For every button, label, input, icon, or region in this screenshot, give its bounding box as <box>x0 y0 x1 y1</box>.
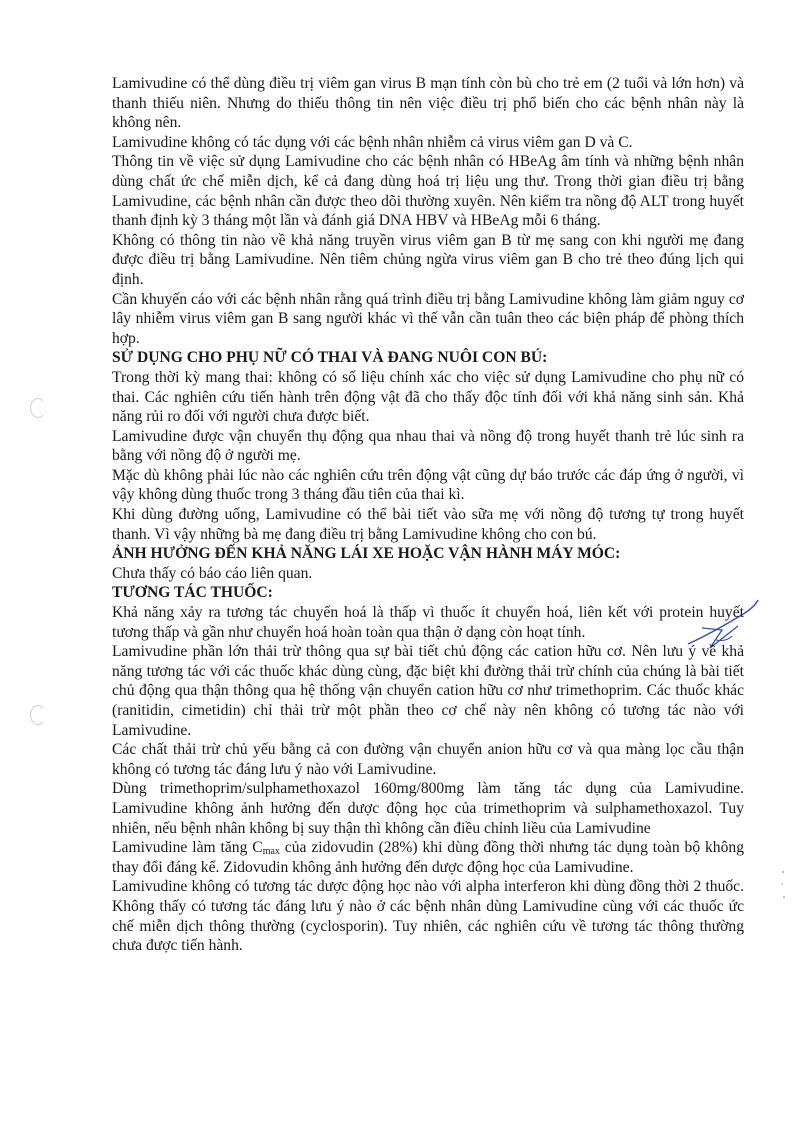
paragraph-cmax <box>112 838 744 877</box>
paragraph: Mặc dù không phải lúc nào các nghiên cứu trên động vật cũng dự báo trước các đáp ứng ở người, vì vậy không dùng thuốc trong 3 tháng đầu tiên của thai kì. <box>112 466 744 504</box>
paragraph: Cần khuyến cáo với các bệnh nhân rằng quá trình điều trị bằng Lamivudine không làm giảm nguy cơ lây nhiễm virus viêm gan B sang người khác vì thế vẫn cần tuân theo các biện pháp để phòng thích hợp. <box>112 290 744 347</box>
paragraph: Dùng trimethoprim/sulphamethoxazol 160mg/800mg làm tăng tác dụng của Lamivudine. Lamivudine không ảnh hưởng đến dược động học của trimethoprim và sulphamethoxazol. Tuy nhiên, nếu bệnh nhân không bị suy thận thì không cần điều chỉnh liều của Lamivudine <box>112 780 744 837</box>
paragraph: Lamivudine không có tác dụng với các bệnh nhân nhiễm cả virus viêm gan D và C. <box>112 133 633 151</box>
punch-hole-upper <box>30 398 46 418</box>
section-heading-interactions: TƯƠNG TÁC THUỐC: <box>112 584 273 602</box>
document-body <box>112 74 744 956</box>
paragraph: Không có thông tin nào về khả năng truyền virus viêm gan B từ mẹ sang con khi người mẹ đang được điều trị bằng Lamivudine. Nên tiêm chủng ngừa virus viêm gan B cho trẻ theo đúng lịch qui định. <box>112 231 744 288</box>
paragraph: Lamivudine có thể dùng điều trị viêm gan virus B mạn tính còn bù cho trẻ em (2 tuổi và lớn hơn) và thanh thiếu niên. Nhưng do thiếu thông tin nên việc điều trị phổ biến cho các bệnh nhân này là không nên. <box>112 75 744 132</box>
paragraph: Lamivudine không có tương tác dược động học nào với alpha interferon khi dùng đồng thời 2 thuốc. Không thấy có tương tác đáng lưu ý nào ở các bệnh nhân dùng Lamivudine cùng với các thuốc ức chế miễn dịch thông thường (cyclosporin). Tuy nhiên, các nghiên cứu về tương tác thông thường chưa được tiến hành. <box>112 878 744 955</box>
paragraph: Trong thời kỳ mang thai: không có số liệu chính xác cho việc sử dụng Lamivudine cho phụ nữ có thai. Các nghiên cứu tiến hành trên động vật đã cho thấy độc tính đối với khả năng sinh sản. Khả năng rủi ro đối với người chưa được biết. <box>112 368 744 426</box>
paragraph: Khả năng xảy ra tương tác chuyển hoá là thấp vì thuốc ít chuyển hoá, liên kết với protein huyết tương thấp và gần như chuyển hoá hoàn toàn qua thận ở dạng còn hoạt tính. <box>112 604 744 641</box>
paragraph: Lamivudine được vận chuyển thụ động qua nhau thai và nồng độ trong huyết thanh trẻ lúc sinh ra bằng với nồng độ ở người mẹ. <box>112 427 744 465</box>
paragraph: Lamivudine phần lớn thải trừ thông qua sự bài tiết chủ động các cation hữu cơ. Nên lưu ý về khả năng tương tác với các thuốc khác dùng cùng, đặc biệt khi đường thải trừ chính của chúng là bài tiết chủ động qua thận thông qua hệ thống vận chuyển cation hữu cơ như trimethoprim. Các thuốc khác (ranitidin, cimetidin) chỉ thải trừ một phần theo cơ chế này nên không có tương tác nào với Lamivudine. <box>112 643 744 739</box>
cmax-text-after: của zidovudin (28%) khi dùng đồng thời nhưng tác dụng toàn bộ không thay đổi đáng kể. Zidovudin không ảnh hưởng đến dược động học của Lamivudine. <box>112 839 744 876</box>
section-heading-pregnancy: SỬ DỤNG CHO PHỤ NỮ CÓ THAI VÀ ĐANG NUÔI CON BÚ: <box>112 349 548 367</box>
paragraph: Thông tin về việc sử dụng Lamivudine cho các bệnh nhân có HBeAg âm tính và những bệnh nhân dùng chất ức chế miễn dịch, kể cả đang dùng hoá trị liệu ung thư. Trong thời gian điều trị bằng Lamivudine, các bệnh nhân cần được theo dõi thường xuyên. Nên kiểm tra nồng độ ALT trong huyết thanh định kỳ 3 tháng một lần và đánh giá DNA HBV và HBeAg mỗi 6 tháng. <box>112 153 744 230</box>
punch-hole-lower <box>30 705 46 725</box>
paragraph: Khi dùng đường uống, Lamivudine có thể bài tiết vào sữa mẹ với nồng độ tương tự trong huyết thanh. Vì vậy những bà mẹ đang điều trị bằng Lamivudine không cho con bú. <box>112 506 744 543</box>
section-heading-driving: ẢNH HƯỞNG ĐẾN KHẢ NĂNG LÁI XE HOẶC VẬN HÀNH MÁY MÓC: <box>112 545 621 563</box>
cmax-subscript: max <box>262 846 280 858</box>
paragraph: Chưa thấy có báo cáo liên quan. <box>112 564 313 582</box>
cmax-text-before: Lamivudine làm tăng C <box>112 839 263 857</box>
paragraph: Các chất thải trừ chủ yếu bằng cả con đường vận chuyển anion hữu cơ và qua màng lọc cầu thận không có tương tác đáng lưu ý nào với Lamivudine. <box>112 741 744 778</box>
scan-specks <box>778 866 788 906</box>
